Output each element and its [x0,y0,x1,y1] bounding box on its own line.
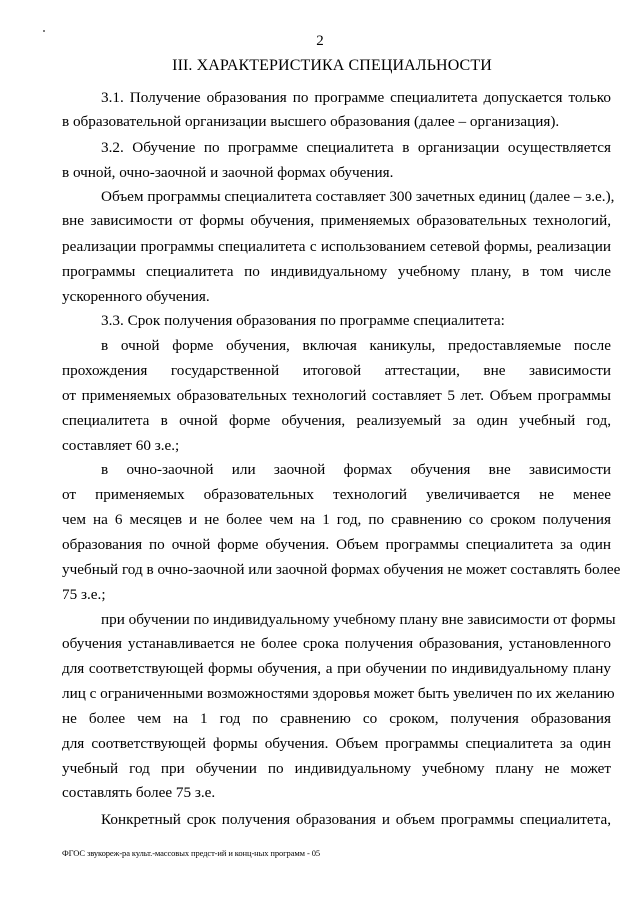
body-line: ускоренного обучения. [62,288,210,305]
body-line: в очно-заочной или заочной формах обучения вне зависимости [101,461,611,478]
body-line: в очной, очно-заочной и заочной формах обучения. [62,164,394,181]
body-line: программы специалитета по индивидуальному учебному плану, в том числе [62,263,611,280]
body-line: 3.2. Обучение по программе специалитета в организации осуществляется [101,139,611,156]
body-line: лиц с ограниченными возможностями здоровья может быть увеличен по их желанию [62,685,615,702]
body-line: от применяемых образовательных технологий увеличивается не менее [62,486,611,503]
body-line: реализации программы специалитета с использованием сетевой формы, реализации [62,238,611,255]
body-line: Объем программы специалитета составляет 300 зачетных единиц (далее – з.е.), [101,188,615,205]
body-line: составляет 60 з.е.; [62,437,180,454]
body-line: обучения устанавливается не более срока получения образования, установленного [62,635,611,652]
body-line: образования по очной форме обучения. Объем программы специалитета за один [62,536,611,553]
body-line: Конкретный срок получения образования и объем программы специалитета, [101,811,611,828]
body-line: специалитета в очной форме обучения, реализуемый за один учебный год, [62,412,611,429]
body-line: учебный год в очно-заочной или заочной формах обучения не может составлять более [62,561,621,578]
body-line: составлять более 75 з.е. [62,784,216,801]
body-line: чем на 6 месяцев и не более чем на 1 год, по сравнению со сроком получения [62,511,611,528]
body-line: 75 з.е.; [62,586,106,603]
body-line: в образовательной организации высшего образования (далее – организация). [62,113,560,130]
body-line: вне зависимости от формы обучения, применяемых образовательных технологий, [62,212,611,229]
body-line: от применяемых образовательных технологий составляет 5 лет. Объем программы [62,387,611,404]
body-line: при обучении по индивидуальному учебному плану вне зависимости от формы [101,611,616,628]
body-line: 3.3. Срок получения образования по программе специалитета: [101,312,505,329]
footer-note: ФГОС звукореж-ра культ.-массовых предст-ий и конц-ных программ - 05 [62,848,321,858]
page-number: 2 [316,33,324,49]
body-line: учебный год при обучении по индивидуальному учебному плану не может [62,760,611,777]
scan-speck [43,30,45,32]
body-line: не более чем на 1 год по сравнению со сроком, получения образования [62,710,611,727]
section-title: III. ХАРАКТЕРИСТИКА СПЕЦИАЛЬНОСТИ [172,57,492,74]
body-line: 3.1. Получение образования по программе специалитета допускается только [101,89,611,106]
body-line: в очной форме обучения, включая каникулы, предоставляемые после [101,337,611,354]
body-line: прохождения государственной итоговой аттестации, вне зависимости [62,362,611,379]
body-line: для соответствующей формы обучения, а при обучении по индивидуальному плану [62,660,611,677]
body-line: для соответствующей формы обучения. Объем программы специалитета за один [62,735,611,752]
